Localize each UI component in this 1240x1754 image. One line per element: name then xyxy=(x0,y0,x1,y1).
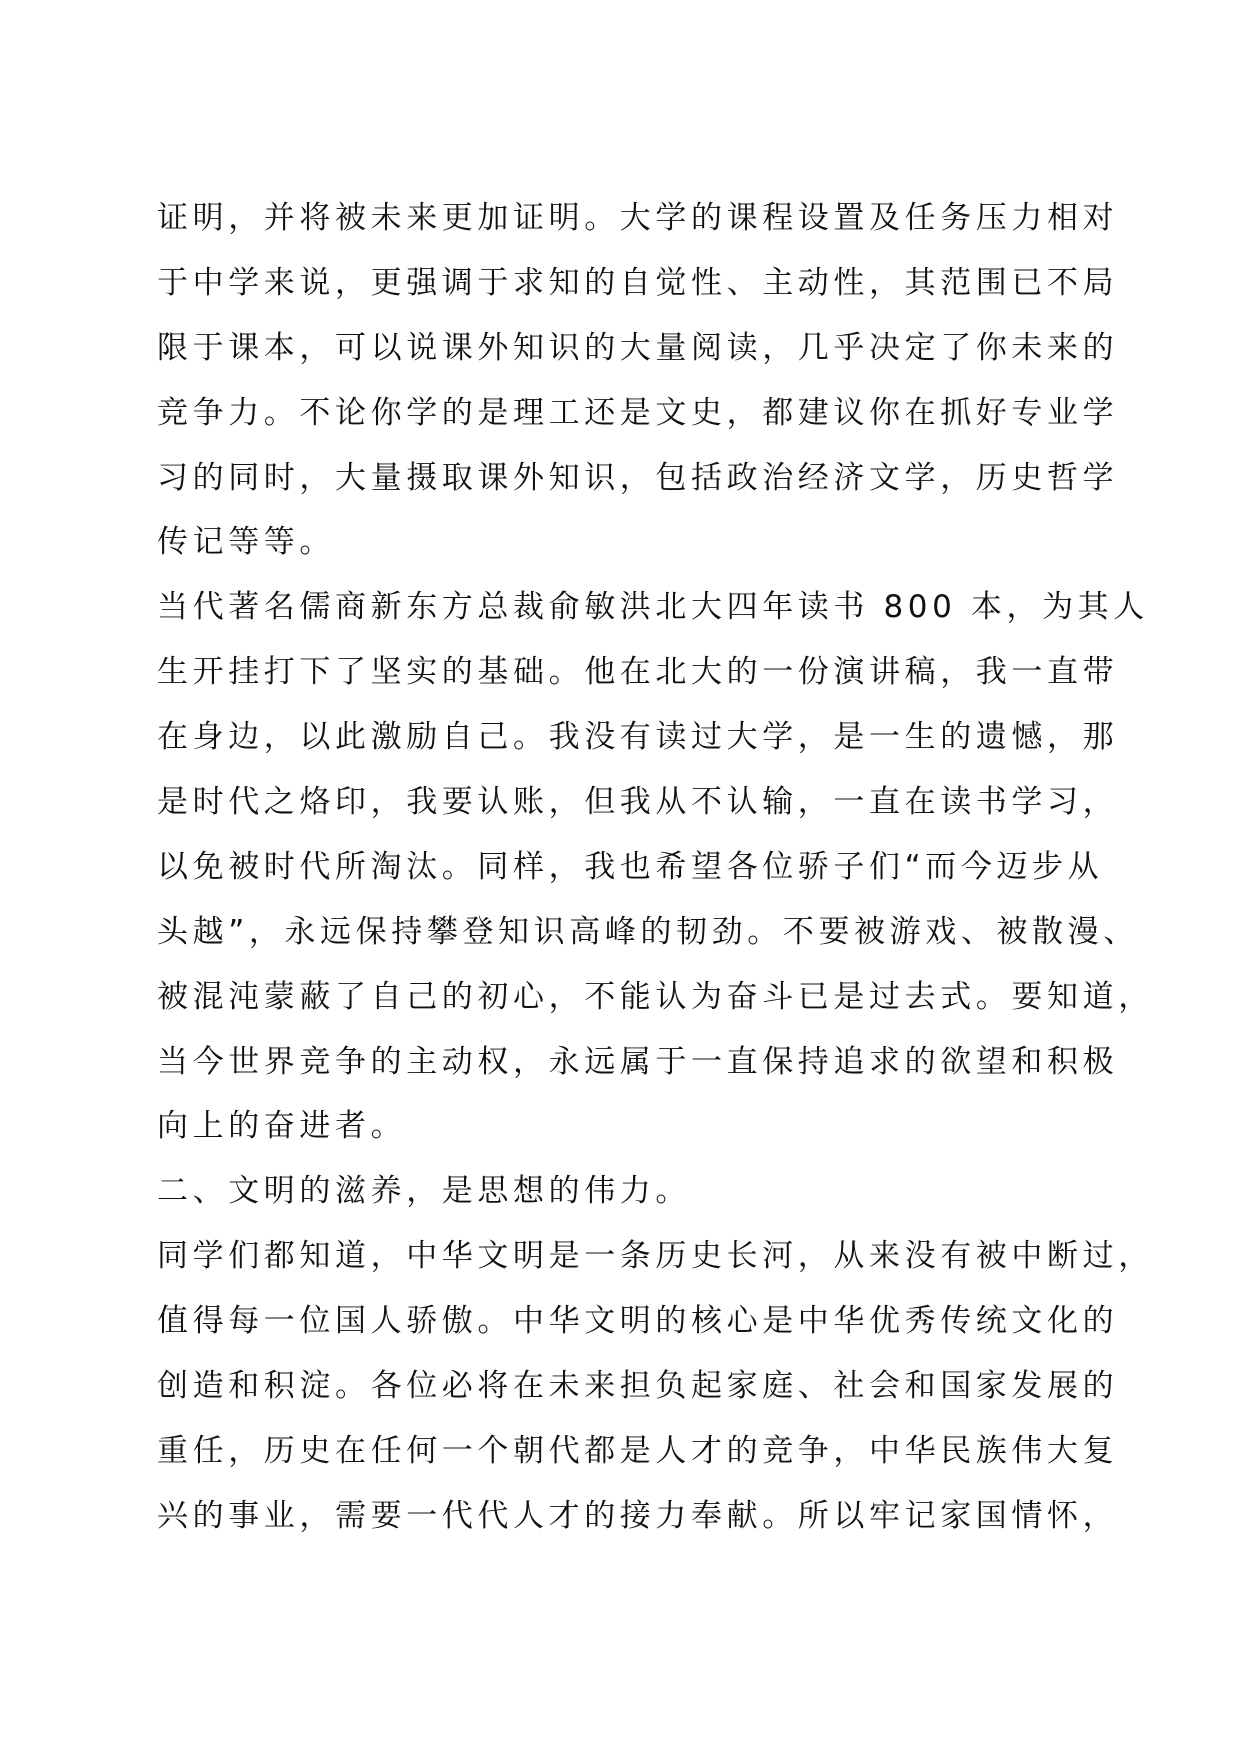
text-line: 重任，历史在任何一个朝代都是人才的竞争，中华民族伟大复 xyxy=(157,1432,1119,1469)
text-line: 被混沌蒙蔽了自己的初心，不能认为奋斗已是过去式。要知道， xyxy=(157,978,1154,1015)
text-line: 当代著名儒商新东方总裁俞敏洪北大四年读书 800 本，为其人 xyxy=(157,589,1149,626)
text-line: 向上的奋进者。 xyxy=(157,1108,407,1145)
section-heading: 二、文明的滋养，是思想的伟力。 xyxy=(157,1173,691,1210)
text-line: 传记等等。 xyxy=(157,524,335,561)
text-line: 头越”，永远保持攀登知识高峰的韧劲。不要被游戏、被散漫、 xyxy=(157,913,1139,950)
text-line: 创造和积淀。各位必将在未来担负起家庭、社会和国家发展的 xyxy=(157,1368,1119,1405)
text-line: 限于课本，可以说课外知识的大量阅读，几乎决定了你未来的 xyxy=(157,329,1119,366)
text-line: 是时代之烙印，我要认账，但我从不认输，一直在读书学习， xyxy=(157,784,1119,821)
text-line: 证明，并将被未来更加证明。大学的课程设置及任务压力相对 xyxy=(157,200,1119,236)
text-line: 于中学来说，更强调于求知的自觉性、主动性，其范围已不局 xyxy=(157,264,1119,301)
text-line: 值得每一位国人骄傲。中华文明的核心是中华优秀传统文化的 xyxy=(157,1303,1119,1340)
text-line: 以免被时代所淘汰。同样，我也希望各位骄子们“而今迈步从 xyxy=(157,848,1104,885)
text-line: 兴的事业，需要一代代人才的接力奉献。所以牢记家国情怀， xyxy=(157,1497,1119,1534)
text-line: 习的同时，大量摄取课外知识，包括政治经济文学，历史哲学 xyxy=(157,459,1119,496)
text-line: 在身边，以此激励自己。我没有读过大学，是一生的遗憾，那 xyxy=(157,719,1119,756)
text-line: 竞争力。不论你学的是理工还是文史，都建议你在抓好专业学 xyxy=(157,394,1119,431)
text-line: 同学们都知道，中华文明是一条历史长河，从来没有被中断过， xyxy=(157,1238,1154,1275)
text-line: 当今世界竞争的主动权，永远属于一直保持追求的欲望和积极 xyxy=(157,1043,1119,1080)
body-text xyxy=(157,186,1154,1549)
text-line: 生开挂打下了坚实的基础。他在北大的一份演讲稿，我一直带 xyxy=(157,654,1119,691)
